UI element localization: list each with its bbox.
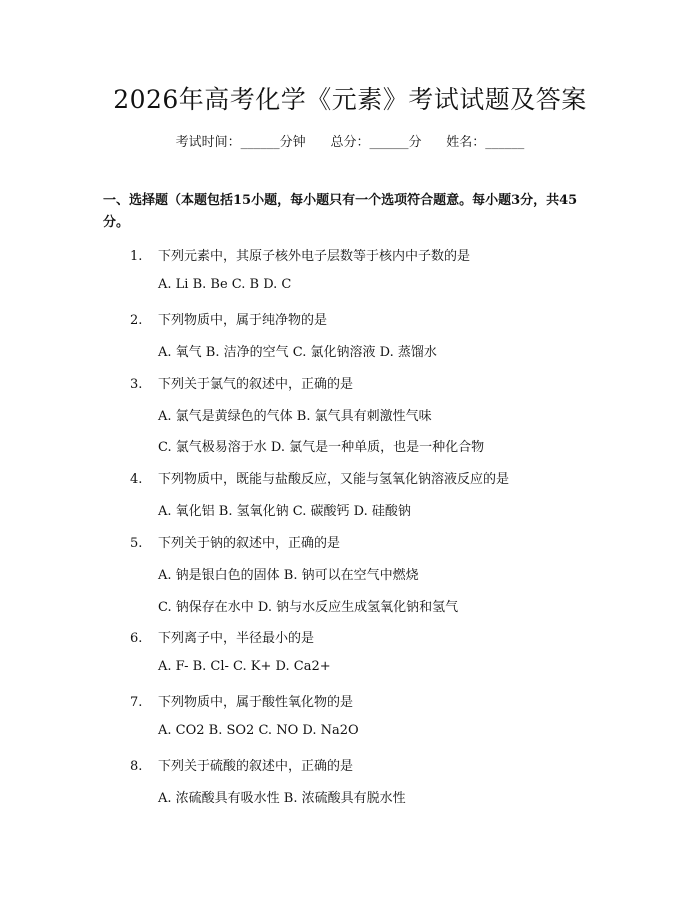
- question-text: 下列离子中，半径最小的是: [158, 631, 315, 646]
- question-7: [130, 691, 353, 710]
- question-3: [130, 373, 353, 392]
- exam-meta: [0, 131, 700, 150]
- question-2: [130, 309, 327, 328]
- question-5-options-a-b: A. 钠是银白色的固体 B. 钠可以在空气中燃烧: [158, 568, 419, 583]
- question-text: 下列关于硫酸的叙述中，正确的是: [158, 759, 354, 774]
- question-2-options: A. 氧气 B. 洁净的空气 C. 氯化钠溶液 D. 蒸馏水: [158, 345, 437, 360]
- page-title: 2026年高考化学《元素》考试试题及答案: [113, 85, 587, 114]
- question-8-options: A. 浓硫酸具有吸水性 B. 浓硫酸具有脱水性: [158, 791, 406, 806]
- question-6-options: A. F- B. Cl- C. K+ D. Ca2+: [158, 659, 331, 674]
- question-number: 1.: [130, 249, 143, 264]
- question-5-options-c-d: C. 钠保存在水中 D. 钠与水反应生成氢氧化钠和氢气: [158, 600, 459, 615]
- question-1-options: A. Li B. Be C. B D. C: [158, 277, 292, 292]
- section-heading: 一、选择题（本题包括15小题，每小题只有一个选项符合题意。每小题3分，共45分。: [103, 193, 578, 230]
- question-number: 6.: [130, 631, 143, 646]
- question-text: 下列关于钠的叙述中，正确的是: [158, 536, 341, 551]
- question-number: 2.: [130, 313, 143, 328]
- question-3-options-c-d: C. 氯气极易溶于水 D. 氯气是一种单质，也是一种化合物: [158, 440, 485, 455]
- question-number: 7.: [130, 695, 143, 710]
- question-number: 4.: [130, 472, 143, 487]
- question-number: 5.: [130, 536, 143, 551]
- question-text: 下列物质中，既能与盐酸反应，又能与氢氧化钠溶液反应的是: [158, 472, 510, 487]
- student-name: 姓名：______: [446, 135, 525, 150]
- question-text: 下列关于氯气的叙述中，正确的是: [158, 377, 354, 392]
- question-1: [130, 245, 470, 264]
- question-text: 下列物质中，属于纯净物的是: [158, 313, 328, 328]
- question-text: 下列元素中，其原子核外电子层数等于核内中子数的是: [158, 249, 471, 264]
- question-4-options: A. 氧化铝 B. 氢氧化钠 C. 碳酸钙 D. 硅酸钠: [158, 504, 411, 519]
- question-4: [130, 468, 509, 487]
- question-5: [130, 532, 340, 551]
- question-number: 3.: [130, 377, 143, 392]
- question-7-options: A. CO2 B. SO2 C. NO D. Na2O: [158, 723, 359, 738]
- question-6: [130, 627, 314, 646]
- question-8: [130, 755, 353, 774]
- question-3-options-a-b: A. 氯气是黄绿色的气体 B. 氯气具有刺激性气味: [158, 409, 432, 424]
- exam-time: 考试时间：______分钟: [175, 135, 306, 150]
- question-text: 下列物质中，属于酸性氧化物的是: [158, 695, 354, 710]
- exam-total-score: 总分：______分: [330, 135, 422, 150]
- question-number: 8.: [130, 759, 143, 774]
